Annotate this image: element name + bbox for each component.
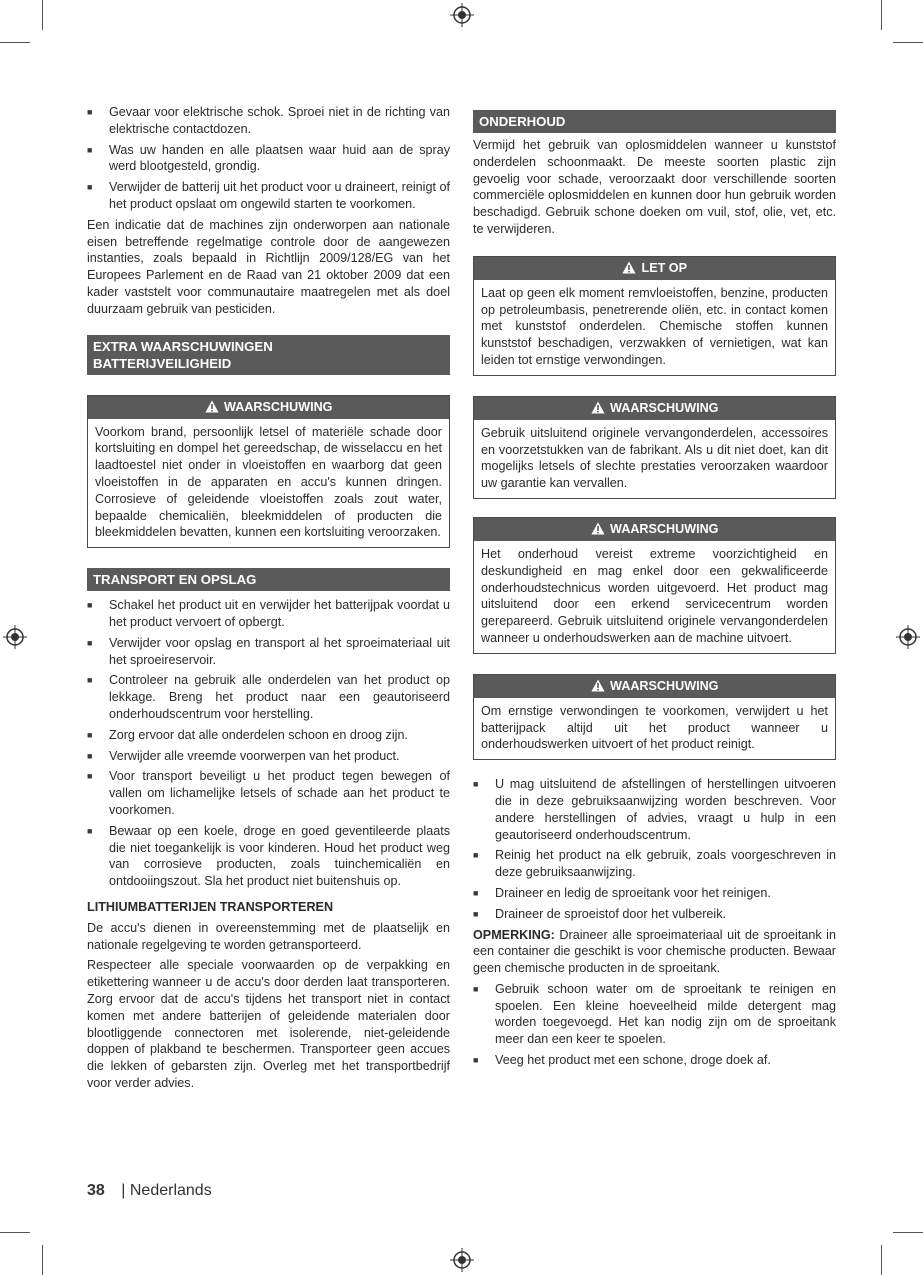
right-column — [473, 110, 836, 1073]
warning-box — [473, 396, 836, 499]
warning-box-text: Voorkom brand, persoonlijk letsel of materiële schade door kortsluiting en dompel het gereedschap, de wisselaccu en het laadtoestel niet onder in vloeistoffen en waarborg dat geen vloeistoffen in de apparaten en accu's kunnen dringen. Corrosieve of geleidende vloeistoffen zoals zout water, bepaalde chemicaliën, bleekmiddelen of producten die bleekmiddelen bevatten, kunnen een kortsluiting veroorzaken. — [95, 424, 442, 540]
list-item: ■ Controleer na gebruik alle onderdelen van het product op lekkage. Breng het product naar een geautoriseerd onderhoudscentrum voor herstelling. — [87, 673, 450, 721]
list-item: ■ Verwijder alle vreemde voorwerpen van het product. — [87, 748, 400, 763]
lithium-heading: LITHIUMBATTERIJEN TRANSPORTEREN — [87, 899, 334, 914]
lithium-paragraph: Respecteer alle speciale voorwaarden op de verpakking en etikettering wanneer u de accu's door derden laat transporteren. Zorg ervoor dat de accu's tijdens het transport niet in contact komen met andere batterijen of geleidende materialen door blootliggende connectoren met isolerende, niet-geleidende doppen of plakband te beschermen. Transporteer geen accues die lekken of gebarsten zijn. Overleg met het transportbedrijf voor verder advies. — [87, 958, 450, 1091]
list-item: ■ Verwijder voor opslag en transport al het sproeimateriaal uit het sproeireservoir. — [87, 635, 450, 667]
list-item: ■ Draineer de sproeistof door het vulbereik. — [473, 906, 727, 921]
warning-box-header: WAARSCHUWING — [474, 397, 835, 420]
registration-mark-icon — [3, 625, 27, 649]
registration-mark-icon — [450, 3, 474, 27]
footer-separator: | — [121, 1182, 126, 1199]
footer-language: Nederlands — [129, 1182, 212, 1199]
list-item: ■ Verwijder de batterij uit het product voor u draineert, reinigt of het product opslaat om ongewild starten te voorkomen. — [87, 180, 450, 211]
crop-mark — [893, 1232, 923, 1233]
intro-paragraph: Een indicatie dat de machines zijn onderworpen aan nationale eisen betreffende regelmatige controle door de aangewezen instanties, zoals bepaald in Richtlijn 2009/128/EG van het Europees Parlement en de Raad van 21 oktober 2009 dat een kader vaststelt voor communautaire maatregelen met als doel duurzaam gebruik van pesticiden. — [87, 217, 450, 316]
crop-mark — [881, 0, 882, 30]
list-item: ■ Voor transport beveiligt u het product tegen bewegen of vallen om lichamelijke letsels of schade aan het product te voorkomen. — [87, 769, 450, 817]
warning-box — [473, 517, 836, 654]
crop-mark — [881, 1245, 882, 1275]
registration-mark-icon — [450, 1248, 474, 1272]
note-label: OPMERKING: — [473, 927, 555, 942]
page-number: 38 — [87, 1182, 105, 1199]
warning-box-text: Gebruik uitsluitend originele vervangonderdelen, accessoires en voorzetstukken van de fabrikant. Als u dit niet doet, kan dit mogelijks letsels of slechte prestaties veroorzaken waardoor uw garantie kan vervallen. — [481, 425, 828, 491]
bullet-list — [473, 776, 836, 922]
list-item: ■ U mag uitsluitend de afstellingen of herstellingen uitvoeren die in deze gebruiksaanwijzing worden beschreven. Voor andere herstellingen of advies, vraagt u hulp in een geautoriseerd onderhoudscentrum. — [473, 777, 836, 842]
section-heading-transport: TRANSPORT EN OPSLAG — [87, 568, 450, 591]
bullet-list — [87, 597, 450, 890]
warning-triangle-icon — [591, 522, 605, 535]
bullet-list — [87, 104, 450, 213]
warning-box-header: WAARSCHUWING — [474, 518, 835, 541]
list-item: ■ Gebruik schoon water om de sproeitank te reinigen en spoelen. Een kleine hoeveelheid milde detergent mag worden toegevoegd. Het kan nodig zijn om de sproeitank meer dan een keer te spoelen. — [473, 981, 836, 1047]
section-heading-onderhoud: ONDERHOUD — [473, 110, 836, 133]
page-footer — [87, 1182, 212, 1200]
crop-mark — [0, 42, 30, 43]
warning-box — [473, 674, 836, 760]
warning-triangle-icon — [205, 400, 219, 413]
onderhoud-paragraph: Vermijd het gebruik van oplosmiddelen wanneer u kunststof onderdelen schoonmaakt. De meeste soorten plastic zijn gevoelig voor schade, veroorzaakt door verschillende soorten commerciële oplosmiddelen en kunnen door hun gebruik worden beschadigd. Gebruik schone doeken om vuil, stof, olie, vet, etc. te verwijderen. — [473, 138, 836, 236]
list-item: ■ Zorg ervoor dat alle onderdelen schoon en droog zijn. — [87, 727, 408, 742]
list-item: ■ Draineer en ledig de sproeitank voor het reinigen. — [473, 885, 771, 900]
crop-mark — [42, 0, 43, 30]
list-item: ■ Bewaar op een koele, droge en goed geventileerde plaats die niet toegankelijk is voor kinderen. Houd het product weg van corrosieve producten, zoals tuinchemicaliën en ontdooiingszout. Sla het product niet buitenshuis op. — [87, 823, 450, 889]
caution-box-header: LET OP — [474, 257, 835, 280]
section-heading-extra-warnings: EXTRA WAARSCHUWINGEN BATTERIJVEILIGHEID — [87, 335, 450, 375]
crop-mark — [42, 1245, 43, 1275]
crop-mark — [0, 1232, 30, 1233]
list-item: ■ Veeg het product met een schone, droge doek af. — [473, 1053, 771, 1068]
warning-triangle-icon — [591, 401, 605, 414]
warning-box-text: Om ernstige verwondingen te voorkomen, verwijdert u het batterijpack altijd uit het product wanneer u onderhoudswerken uitvoert of het product reinigt. — [481, 703, 828, 752]
bullet-list — [473, 981, 836, 1069]
list-item: ■ Schakel het product uit en verwijder het batterijpak voordat u het product vervoert of opbergt. — [87, 598, 450, 629]
caution-box — [473, 256, 836, 376]
warning-box-text: Het onderhoud vereist extreme voorzichtigheid en deskundigheid en mag enkel door een gekwalificeerde onderhoudstechnicus worden uitgevoerd. Het product mag uitsluitend door een erkend servicecentrum worden gerepareerd. Gebruik uitsluitend originele vervangonderdelen wanneer u onderhoudswerken aan de machine uitvoert. — [481, 546, 828, 645]
list-item: ■ Was uw handen en alle plaatsen waar huid aan de spray werd blootgesteld, grondig. — [87, 142, 450, 174]
left-column — [87, 104, 450, 1092]
warning-triangle-icon — [622, 261, 636, 274]
list-item: ■ Gevaar voor elektrische schok. Sproei niet in de richting van elektrische contactdozen. — [87, 105, 450, 136]
note-paragraph: OPMERKING: Draineer alle sproeimateriaal uit de sproeitank in een container die geschikt is voor chemische producten. Bewaar geen chemische producten in de sproeitank. — [473, 927, 836, 976]
registration-mark-icon — [896, 625, 920, 649]
warning-box — [87, 395, 450, 549]
warning-box-header: WAARSCHUWING — [474, 675, 835, 698]
caution-box-text: Laat op geen elk moment remvloeistoffen, benzine, producten op petroleumbasis, penetrerende oliën, etc. in contact komen met kunststof onderdelen. Chemische stoffen kunnen kunststof beschadigen, verzwakken of vernietigen, wat kan leiden tot ernstige verwondingen. — [481, 285, 828, 367]
warning-triangle-icon — [591, 679, 605, 692]
lithium-paragraph: De accu's dienen in overeenstemming met de plaatselijk en nationale regelgeving te worden getransporteerd. — [87, 920, 450, 952]
warning-box-header: WAARSCHUWING — [88, 396, 449, 419]
list-item: ■ Reinig het product na elk gebruik, zoals voorgeschreven in deze gebruiksaanwijzing. — [473, 848, 836, 880]
crop-mark — [893, 42, 923, 43]
